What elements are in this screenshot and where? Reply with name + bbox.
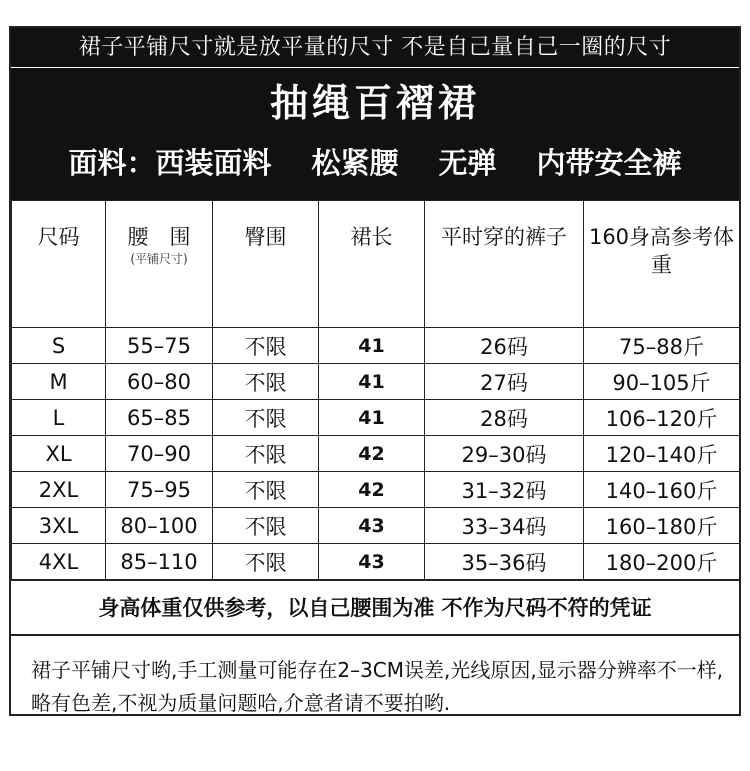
table-row [12, 544, 740, 580]
pants-size-cell: 27码 [425, 364, 584, 400]
column-header-waist: 腰 围 (平铺尺寸) [106, 201, 213, 328]
length-cell: 41 [319, 328, 425, 364]
pants-size-cell: 29–30码 [425, 436, 584, 472]
table-row [12, 328, 740, 364]
hip-cell: 不限 [213, 328, 319, 364]
disclaimer-note: 裙子平铺尺寸哟,手工测量可能存在2–3CM误差,光线原因,显示器分辨率不一样,略有色差,不视为质量问题哈,介意者请不要拍哟. [31, 658, 724, 715]
pants-size-cell: 33–34码 [425, 508, 584, 544]
waist-cell: 75–95 [106, 472, 213, 508]
size-cell: M [12, 364, 106, 400]
table-row [12, 436, 740, 472]
feature-waist: 松紧腰 [311, 146, 399, 180]
length-cell: 42 [319, 436, 425, 472]
weight-cell: 180–200斤 [584, 544, 740, 580]
hip-cell: 不限 [213, 544, 319, 580]
waist-cell: 85–110 [106, 544, 213, 580]
hip-cell: 不限 [213, 472, 319, 508]
length-cell: 42 [319, 472, 425, 508]
hip-cell: 不限 [213, 364, 319, 400]
column-header-pants-size: 平时穿的裤子 [425, 201, 584, 328]
weight-cell: 90–105斤 [584, 364, 740, 400]
weight-cell: 106–120斤 [584, 400, 740, 436]
size-cell: 2XL [12, 472, 106, 508]
table-row [12, 508, 740, 544]
waist-cell: 60–80 [106, 364, 213, 400]
size-cell: L [12, 400, 106, 436]
feature-strip [11, 138, 739, 200]
column-header-weight: 160身高参考体重 [584, 201, 740, 328]
column-header-hip: 臀围 [213, 201, 319, 328]
waist-cell: 55–75 [106, 328, 213, 364]
feature-fabric: 面料：西装面料 [68, 146, 272, 180]
column-header-waist-note: (平铺尺寸) [130, 252, 188, 266]
column-header-size: 尺码 [12, 201, 106, 328]
table-row [12, 364, 740, 400]
pants-size-cell: 26码 [425, 328, 584, 364]
pants-size-cell: 31–32码 [425, 472, 584, 508]
size-cell: S [12, 328, 106, 364]
weight-cell: 140–160斤 [584, 472, 740, 508]
feature-lining: 内带安全裤 [536, 146, 682, 180]
hip-cell: 不限 [213, 436, 319, 472]
product-title: 抽绳百褶裙 [11, 68, 739, 138]
measurement-notice: 裙子平铺尺寸就是放平量的尺寸 不是自己量自己一圈的尺寸 [11, 28, 739, 68]
size-table [11, 200, 740, 580]
weight-cell: 120–140斤 [584, 436, 740, 472]
column-header-length: 裙长 [319, 201, 425, 328]
table-row [12, 472, 740, 508]
length-cell: 41 [319, 364, 425, 400]
length-cell: 43 [319, 544, 425, 580]
pants-size-cell: 35–36码 [425, 544, 584, 580]
pants-size-cell: 28码 [425, 400, 584, 436]
waist-cell: 65–85 [106, 400, 213, 436]
length-cell: 41 [319, 400, 425, 436]
length-cell: 43 [319, 508, 425, 544]
size-chart [9, 26, 741, 716]
reference-note: 身高体重仅供参考，以自己腰围为准 不作为尺码不符的凭证 [11, 580, 739, 636]
weight-cell: 75–88斤 [584, 328, 740, 364]
hip-cell: 不限 [213, 508, 319, 544]
waist-cell: 70–90 [106, 436, 213, 472]
feature-stretch: 无弹 [438, 146, 497, 180]
size-cell: 4XL [12, 544, 106, 580]
size-cell: 3XL [12, 508, 106, 544]
hip-cell: 不限 [213, 400, 319, 436]
size-cell: XL [12, 436, 106, 472]
weight-cell: 160–180斤 [584, 508, 740, 544]
table-row [12, 400, 740, 436]
waist-cell: 80–100 [106, 508, 213, 544]
table-header-row [12, 201, 740, 328]
